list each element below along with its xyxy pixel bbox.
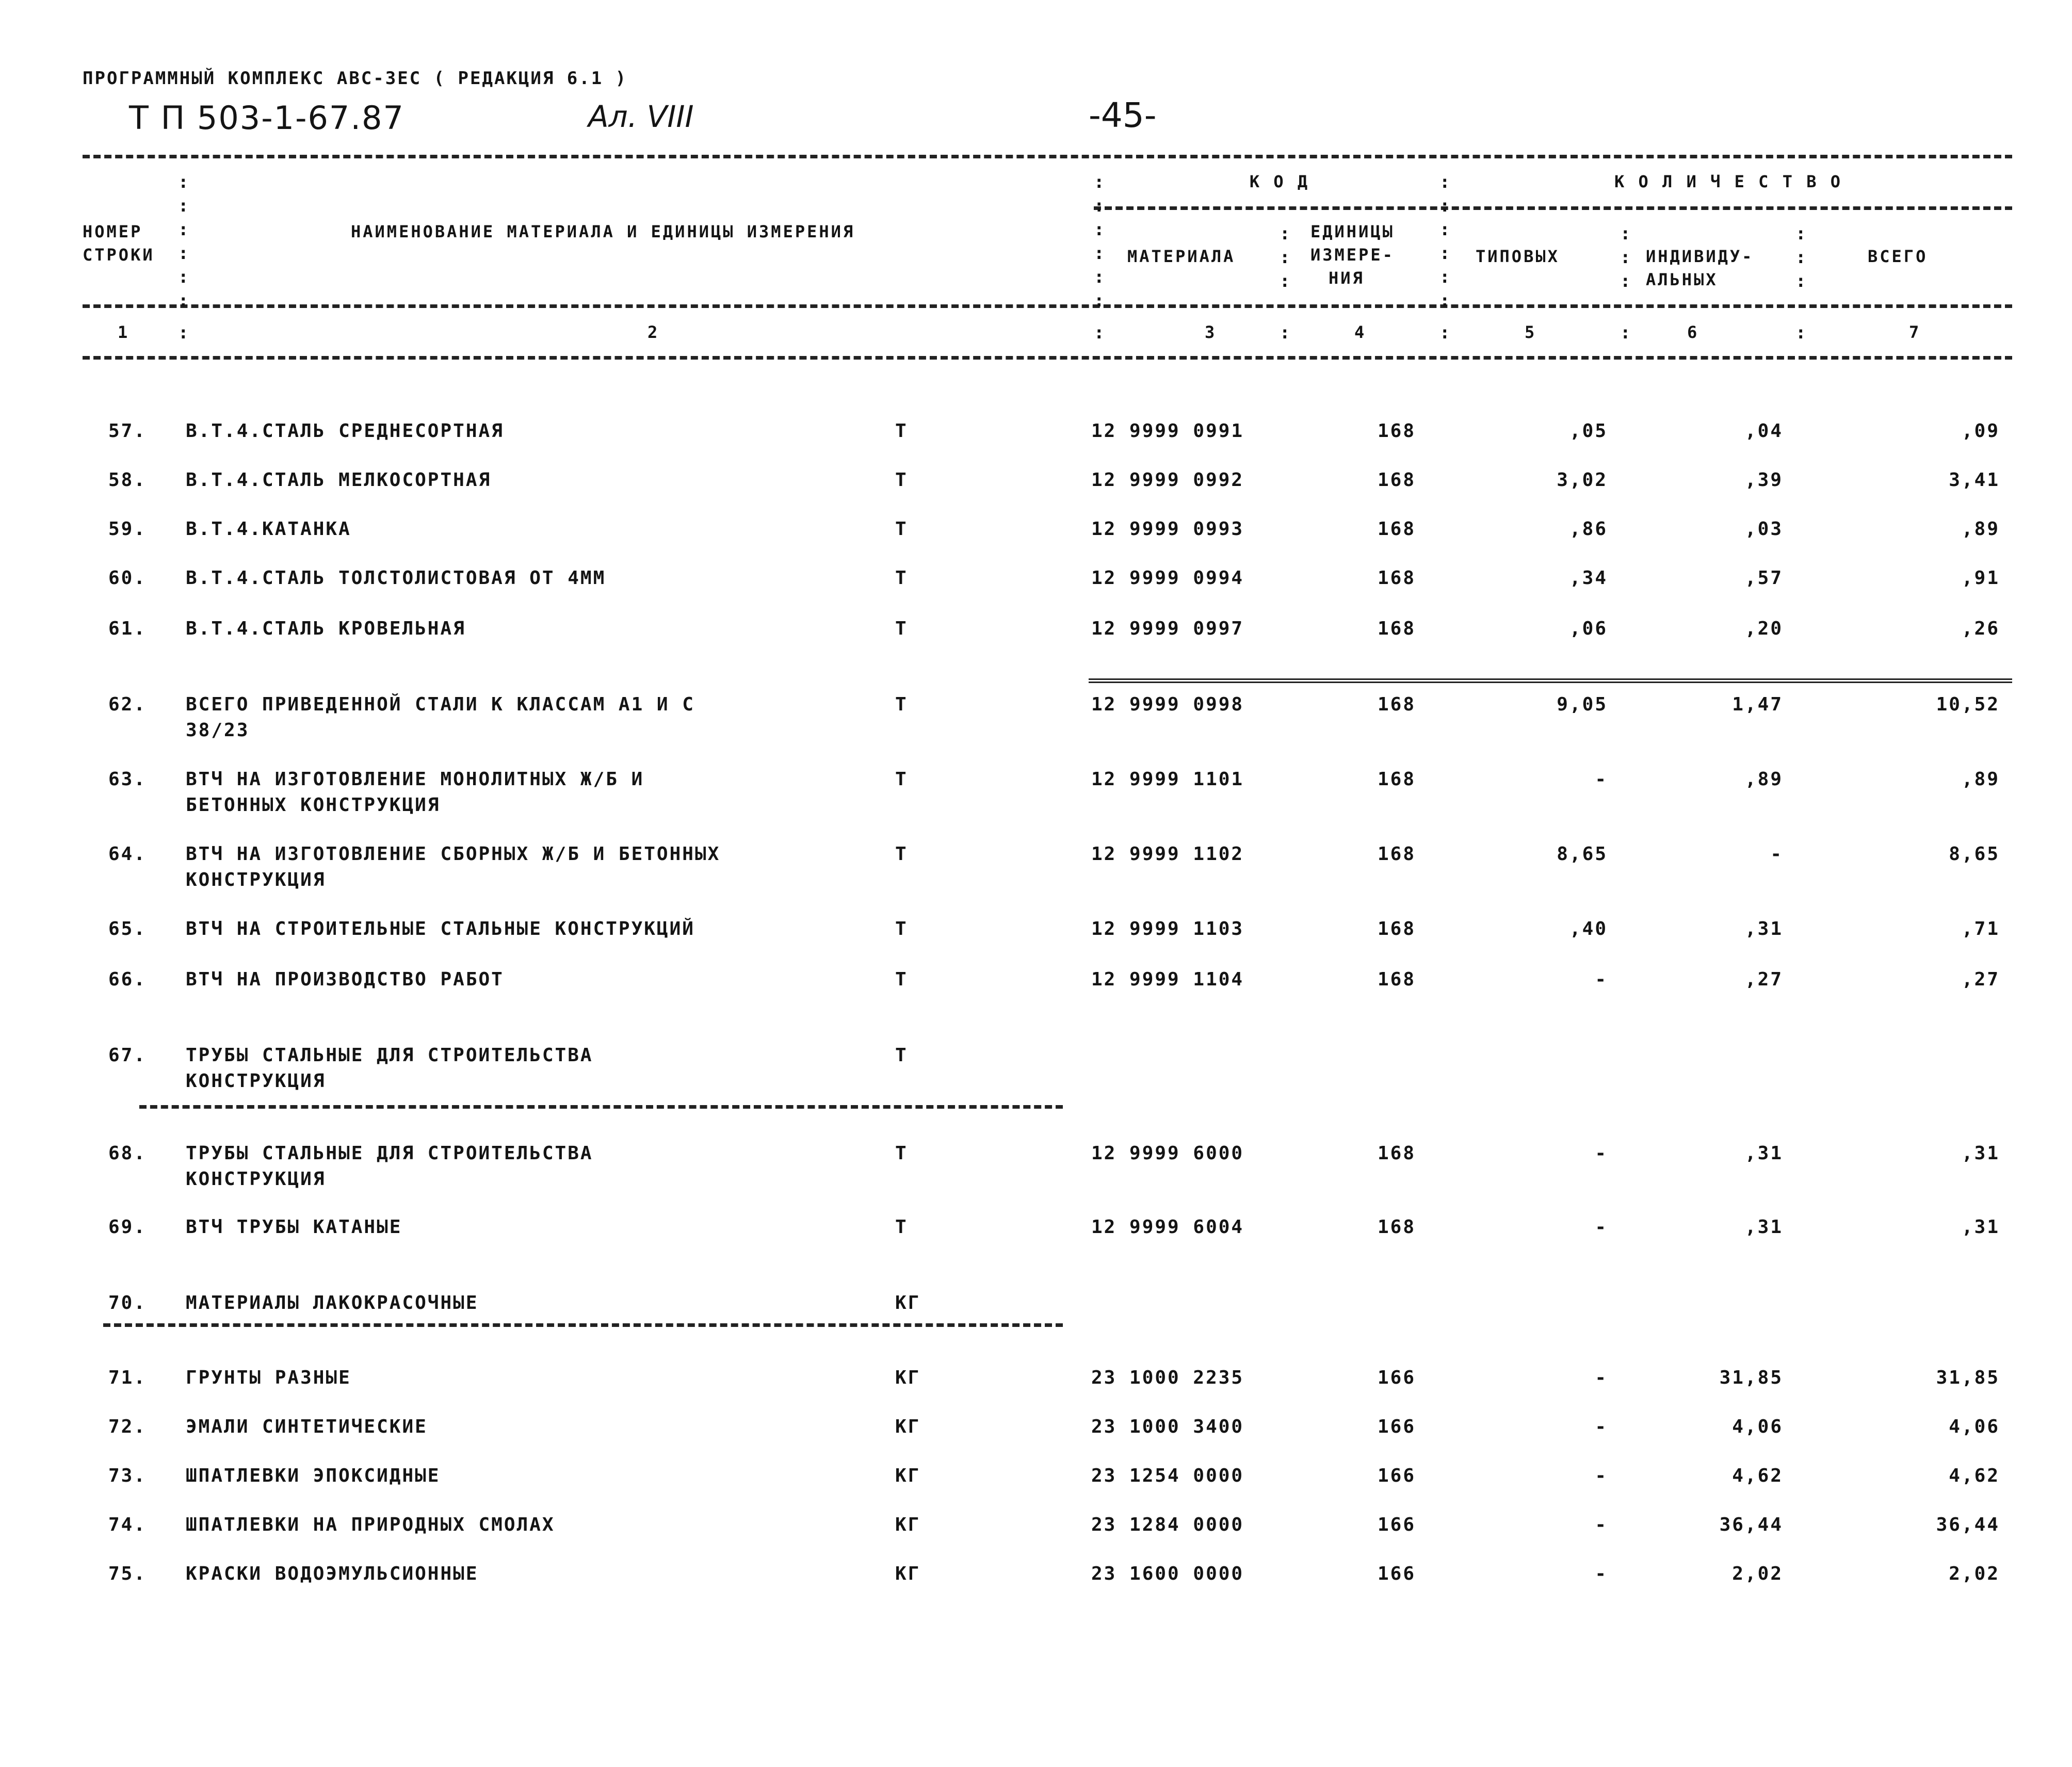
row-material-code: 23 1284 0000: [1091, 1514, 1244, 1535]
row-individual: ,89: [1744, 769, 1783, 790]
row-unit: Т: [895, 844, 908, 865]
row-name: ВТЧ ТРУБЫ КАТАНЫЕ: [186, 1217, 402, 1238]
row-typical: ,06: [1569, 618, 1608, 639]
col-material-code: МАТЕРИАЛА: [1127, 247, 1236, 266]
col-index-7: 7: [1909, 322, 1921, 342]
row-individual: ,31: [1744, 1217, 1783, 1238]
row-typical: -: [1595, 1416, 1608, 1437]
row-name: ВТЧ НА ИЗГОТОВЛЕНИЕ СБОРНЫХ Ж/Б И БЕТОННЫХ: [186, 844, 721, 865]
row-typical: -: [1595, 1514, 1608, 1535]
row-material-code: 12 9999 0998: [1091, 694, 1244, 715]
row-typical: ,05: [1569, 420, 1608, 442]
row-material-code: 12 9999 1104: [1091, 969, 1244, 990]
row-unit-code: 168: [1378, 694, 1416, 715]
row-material-code: 12 9999 0994: [1091, 568, 1244, 589]
row-name-continuation: КОНСТРУКЦИЯ: [186, 1071, 326, 1092]
row-individual: 31,85: [1719, 1367, 1783, 1388]
row-number: 67.: [108, 1045, 147, 1066]
row-unit-code: 168: [1378, 1217, 1416, 1238]
row-material-code: 12 9999 0997: [1091, 618, 1244, 639]
row-number: 62.: [108, 694, 147, 715]
row-number: 71.: [108, 1367, 147, 1388]
program-title: ПРОГРАММНЫЙ КОМПЛЕКС АВС-ЗЕС ( РЕДАКЦИЯ 6.1 ): [83, 68, 628, 89]
row-unit-code: 168: [1378, 844, 1416, 865]
row-unit: Т: [895, 1045, 908, 1066]
row-name: ЭМАЛИ СИНТЕТИЧЕСКИЕ: [186, 1416, 428, 1437]
row-number: 65.: [108, 918, 147, 939]
col-separator: :: [1280, 322, 1290, 343]
row-unit-code: 168: [1378, 769, 1416, 790]
row-material-code: 12 9999 6004: [1091, 1217, 1244, 1238]
col-separator: : : :: [1795, 223, 1806, 291]
row-individual: ,31: [1744, 1143, 1783, 1164]
row-total: 4,06: [1949, 1416, 2000, 1437]
row-unit: Т: [895, 568, 908, 589]
col-row-number-line1: НОМЕР: [83, 222, 143, 241]
col-separator: :: [1094, 322, 1105, 343]
subtotal-rule: [1089, 678, 2012, 683]
row-unit: КГ: [895, 1465, 921, 1486]
row-name-continuation: 38/23: [186, 720, 250, 741]
row-material-code: 12 9999 0991: [1091, 420, 1244, 442]
row-typical: -: [1595, 1143, 1608, 1164]
row-total: ,31: [1961, 1217, 2000, 1238]
album-number: Ал. VIII: [588, 99, 694, 134]
row-name: КРАСКИ ВОДОЭМУЛЬСИОННЫЕ: [186, 1563, 479, 1584]
row-unit: Т: [895, 918, 908, 939]
row-total: 3,41: [1949, 469, 2000, 491]
row-total: ,89: [1961, 518, 2000, 540]
row-unit: Т: [895, 420, 908, 442]
row-total: ,09: [1961, 420, 2000, 442]
col-quantity-group: К О Л И Ч Е С Т В О: [1614, 172, 1843, 191]
row-name: ШПАТЛЕВКИ НА ПРИРОДНЫХ СМОЛАХ: [186, 1514, 555, 1535]
group-underline: [103, 1323, 1063, 1327]
row-name: ВСЕГО ПРИВЕДЕННОЙ СТАЛИ К КЛАССАМ А1 И С: [186, 694, 695, 715]
row-unit: КГ: [895, 1292, 921, 1314]
col-separator: : : :: [1620, 223, 1631, 291]
row-name: ГРУНТЫ РАЗНЫЕ: [186, 1367, 351, 1388]
row-number: 73.: [108, 1465, 147, 1486]
row-individual: ,03: [1744, 518, 1783, 540]
row-material-code: 12 9999 0992: [1091, 469, 1244, 491]
row-typical: -: [1595, 969, 1608, 990]
row-material-code: 12 9999 6000: [1091, 1143, 1244, 1164]
row-unit: Т: [895, 518, 908, 540]
row-material-code: 23 1254 0000: [1091, 1465, 1244, 1486]
row-number: 60.: [108, 568, 147, 589]
col-individual-line1: ИНДИВИДУ-: [1646, 247, 1754, 266]
row-name: ВТЧ НА ИЗГОТОВЛЕНИЕ МОНОЛИТНЫХ Ж/Б И: [186, 769, 644, 790]
row-total: 36,44: [1936, 1514, 2000, 1535]
col-code-group: К О Д: [1249, 172, 1310, 191]
col-unit-line1: ЕДИНИЦЫ: [1310, 222, 1395, 241]
col-separator: : : : : : :: [178, 172, 189, 311]
row-individual: 1,47: [1732, 694, 1783, 715]
row-name: ВТЧ НА ПРОИЗВОДСТВО РАБОТ: [186, 969, 504, 990]
col-typical: ТИПОВЫХ: [1476, 247, 1560, 266]
row-individual: ,04: [1744, 420, 1783, 442]
row-unit-code: 168: [1378, 1143, 1416, 1164]
row-individual: 4,62: [1732, 1465, 1783, 1486]
row-name: В.Т.4.СТАЛЬ МЕЛКОСОРТНАЯ: [186, 469, 492, 491]
col-unit-line2: ИЗМЕРЕ-: [1310, 245, 1395, 265]
row-unit-code: 168: [1378, 420, 1416, 442]
table-top-rule: [83, 155, 2012, 158]
row-unit: КГ: [895, 1367, 921, 1388]
row-individual: 2,02: [1732, 1563, 1783, 1584]
row-unit-code: 168: [1378, 469, 1416, 491]
row-name: ВТЧ НА СТРОИТЕЛЬНЫЕ СТАЛЬНЫЕ КОНСТРУКЦИЙ: [186, 918, 695, 939]
row-number: 69.: [108, 1217, 147, 1238]
header-group-rule: [1094, 206, 2012, 210]
row-total: 4,62: [1949, 1465, 2000, 1486]
row-unit-code: 166: [1378, 1563, 1416, 1584]
row-unit-code: 166: [1378, 1416, 1416, 1437]
row-unit: КГ: [895, 1563, 921, 1584]
row-typical: -: [1595, 1563, 1608, 1584]
row-typical: 3,02: [1557, 469, 1608, 491]
row-unit: КГ: [895, 1416, 921, 1437]
col-index-6: 6: [1687, 322, 1699, 342]
row-number: 57.: [108, 420, 147, 442]
row-individual: ,27: [1744, 969, 1783, 990]
col-index-2: 2: [648, 322, 660, 342]
row-total: ,91: [1961, 568, 2000, 589]
row-unit: Т: [895, 1143, 908, 1164]
row-total: 2,02: [1949, 1563, 2000, 1584]
row-total: 10,52: [1936, 694, 2000, 715]
row-material-code: 12 9999 1102: [1091, 844, 1244, 865]
row-number: 61.: [108, 618, 147, 639]
row-name: В.Т.4.СТАЛЬ ТОЛСТОЛИСТОВАЯ ОТ 4ММ: [186, 568, 606, 589]
project-number: Т П 503-1-67.87: [129, 99, 404, 137]
col-separator: :: [178, 322, 189, 343]
row-material-code: 23 1600 0000: [1091, 1563, 1244, 1584]
row-typical: ,34: [1569, 568, 1608, 589]
row-number: 59.: [108, 518, 147, 540]
row-unit-code: 166: [1378, 1367, 1416, 1388]
row-unit-code: 166: [1378, 1465, 1416, 1486]
col-individual-line2: АЛЬНЫХ: [1646, 270, 1718, 289]
row-material-code: 23 1000 2235: [1091, 1367, 1244, 1388]
row-name: МАТЕРИАЛЫ ЛАКОКРАСОЧНЫЕ: [186, 1292, 479, 1314]
group-underline: [139, 1105, 1063, 1109]
row-name: ТРУБЫ СТАЛЬНЫЕ ДЛЯ СТРОИТЕЛЬСТВА: [186, 1143, 593, 1164]
row-unit: Т: [895, 618, 908, 639]
row-typical: -: [1595, 769, 1608, 790]
row-total: 31,85: [1936, 1367, 2000, 1388]
row-name: ШПАТЛЕВКИ ЭПОКСИДНЫЕ: [186, 1465, 441, 1486]
row-typical: 8,65: [1557, 844, 1608, 865]
row-individual: ,31: [1744, 918, 1783, 939]
row-individual: 36,44: [1719, 1514, 1783, 1535]
row-unit: Т: [895, 1217, 908, 1238]
col-unit-line3: НИЯ: [1329, 268, 1365, 288]
row-name-continuation: КОНСТРУКЦИЯ: [186, 869, 326, 890]
index-bottom-rule: [83, 356, 2012, 360]
row-material-code: 12 9999 1101: [1091, 769, 1244, 790]
row-material-code: 12 9999 0993: [1091, 518, 1244, 540]
row-unit-code: 168: [1378, 518, 1416, 540]
row-typical: ,40: [1569, 918, 1608, 939]
col-total: ВСЕГО: [1868, 247, 1928, 266]
page-number: -45-: [1089, 95, 1157, 135]
row-name-continuation: БЕТОННЫХ КОНСТРУКЦИЯ: [186, 795, 441, 816]
row-typical: -: [1595, 1465, 1608, 1486]
col-index-4: 4: [1354, 322, 1367, 342]
row-total: ,71: [1961, 918, 2000, 939]
row-name: В.Т.4.КАТАНКА: [186, 518, 351, 540]
col-row-number-line2: СТРОКИ: [83, 245, 155, 265]
col-separator: : : :: [1280, 223, 1290, 291]
row-name: В.Т.4.СТАЛЬ СРЕДНЕСОРТНАЯ: [186, 420, 504, 442]
row-unit: Т: [895, 694, 908, 715]
row-typical: ,86: [1569, 518, 1608, 540]
row-total: 8,65: [1949, 844, 2000, 865]
row-material-code: 12 9999 1103: [1091, 918, 1244, 939]
row-unit: Т: [895, 769, 908, 790]
row-typical: -: [1595, 1217, 1608, 1238]
col-separator: :: [1439, 322, 1450, 343]
header-bottom-rule: [83, 304, 2012, 308]
row-individual: ,39: [1744, 469, 1783, 491]
row-typical: -: [1595, 1367, 1608, 1388]
col-separator: :: [1620, 322, 1631, 343]
row-total: ,89: [1961, 769, 2000, 790]
row-number: 58.: [108, 469, 147, 491]
col-name-header: НАИМЕНОВАНИЕ МАТЕРИАЛА И ЕДИНИЦЫ ИЗМЕРЕНИЯ: [351, 222, 855, 241]
row-individual: ,57: [1744, 568, 1783, 589]
row-unit-code: 168: [1378, 918, 1416, 939]
col-separator: : : : : : :: [1439, 172, 1450, 311]
col-separator: :: [1795, 322, 1806, 343]
row-unit-code: 168: [1378, 618, 1416, 639]
col-separator: : : : : : :: [1094, 172, 1105, 311]
row-unit-code: 168: [1378, 969, 1416, 990]
col-index-5: 5: [1525, 322, 1537, 342]
row-number: 63.: [108, 769, 147, 790]
row-total: ,26: [1961, 618, 2000, 639]
row-material-code: 23 1000 3400: [1091, 1416, 1244, 1437]
row-total: ,27: [1961, 969, 2000, 990]
row-unit-code: 166: [1378, 1514, 1416, 1535]
row-individual: 4,06: [1732, 1416, 1783, 1437]
row-unit: Т: [895, 969, 908, 990]
row-individual: -: [1770, 844, 1783, 865]
row-number: 64.: [108, 844, 147, 865]
row-name: В.Т.4.СТАЛЬ КРОВЕЛЬНАЯ: [186, 618, 466, 639]
row-typical: 9,05: [1557, 694, 1608, 715]
row-number: 72.: [108, 1416, 147, 1437]
row-number: 70.: [108, 1292, 147, 1314]
row-name: ТРУБЫ СТАЛЬНЫЕ ДЛЯ СТРОИТЕЛЬСТВА: [186, 1045, 593, 1066]
row-name-continuation: КОНСТРУКЦИЯ: [186, 1169, 326, 1190]
col-index-1: 1: [118, 322, 130, 342]
row-unit: Т: [895, 469, 908, 491]
row-number: 66.: [108, 969, 147, 990]
row-unit: КГ: [895, 1514, 921, 1535]
row-unit-code: 168: [1378, 568, 1416, 589]
row-total: ,31: [1961, 1143, 2000, 1164]
row-individual: ,20: [1744, 618, 1783, 639]
row-number: 74.: [108, 1514, 147, 1535]
row-number: 75.: [108, 1563, 147, 1584]
row-number: 68.: [108, 1143, 147, 1164]
col-index-3: 3: [1205, 322, 1217, 342]
